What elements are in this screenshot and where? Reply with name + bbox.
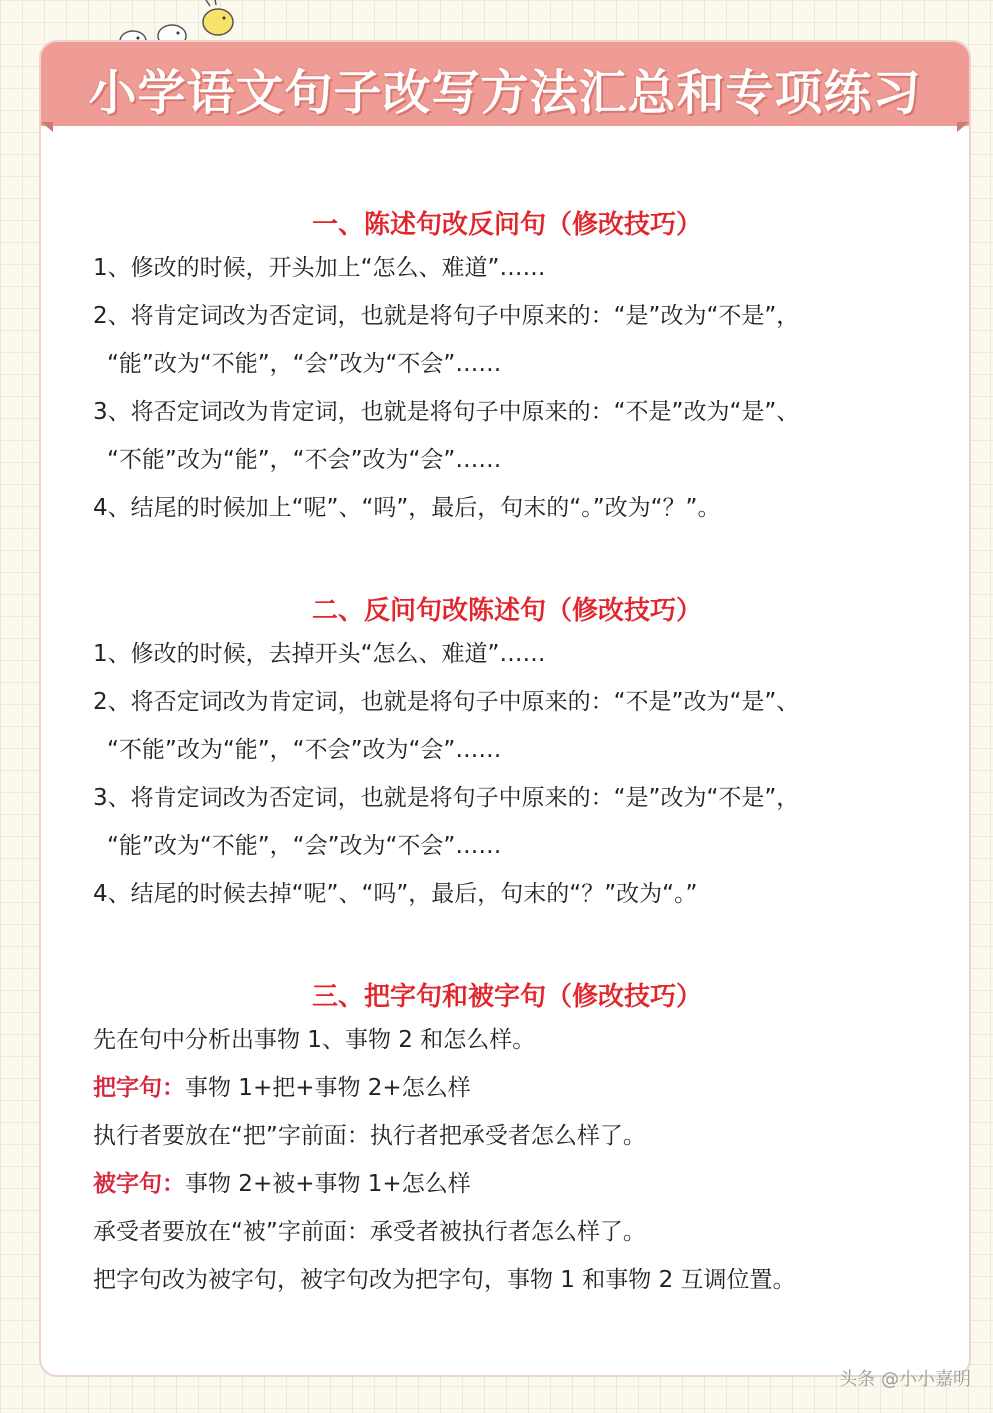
- section3-intro: 先在句中分析出事物 1、事物 2 和怎么样。: [93, 1027, 536, 1053]
- banner-fold-left: [41, 122, 53, 132]
- section1-line: 3、将否定词改为肯定词，也就是将句子中原来的：“不是”改为“是”、: [93, 399, 800, 425]
- section3-conclusion: 把字句改为被字句，被字句改为把字句，事物 1 和事物 2 互调位置。: [93, 1267, 796, 1293]
- section2-line: 4、结尾的时候去掉“呢”、“吗”，最后，句末的“？”改为“。”: [93, 881, 698, 907]
- section1-line: “能”改为“不能”，“会”改为“不会”……: [107, 351, 502, 377]
- content-card: [39, 40, 971, 1377]
- ba-note: 执行者要放在“把”字前面：执行者把承受者怎么样了。: [93, 1123, 646, 1149]
- bei-label: 被字句：: [93, 1171, 185, 1197]
- section2-title: 二、反问句改陈述句（修改技巧）: [311, 596, 702, 626]
- ba-formula: 事物 1+把+事物 2+怎么样: [185, 1075, 471, 1101]
- section2-line: “能”改为“不能”，“会”改为“不会”……: [107, 833, 502, 859]
- banner-fold-right: [957, 122, 969, 132]
- section2-line: “不能”改为“能”，“不会”改为“会”……: [107, 737, 502, 763]
- section1-line: 1、修改的时候，开头加上“怎么、难道”……: [93, 255, 546, 281]
- bei-formula: 事物 2+被+事物 1+怎么样: [185, 1171, 471, 1197]
- section3-title: 三、把字句和被字句（修改技巧）: [311, 982, 702, 1012]
- section1-title: 一、陈述句改反问句（修改技巧）: [311, 210, 702, 240]
- section1-line: 4、结尾的时候加上“呢”、“吗”，最后，句末的“。”改为“？”。: [93, 495, 721, 521]
- bei-formula-line: [93, 1168, 471, 1200]
- watermark: 头条 @小小嘉明: [839, 1369, 971, 1390]
- section2-line: 3、将肯定词改为否定词，也就是将句子中原来的：“是”改为“不是”，: [93, 785, 800, 811]
- section1-line: 2、将肯定词改为否定词，也就是将句子中原来的：“是”改为“不是”，: [93, 303, 800, 329]
- ba-formula-line: [93, 1072, 471, 1104]
- section2-line: 2、将否定词改为肯定词，也就是将句子中原来的：“不是”改为“是”、: [93, 689, 800, 715]
- section1-line: “不能”改为“能”，“不会”改为“会”……: [107, 447, 502, 473]
- bei-note: 承受者要放在“被”字前面：承受者被执行者怎么样了。: [93, 1219, 646, 1245]
- ba-label: 把字句：: [93, 1075, 185, 1101]
- section2-line: 1、修改的时候，去掉开头“怎么、难道”……: [93, 641, 546, 667]
- page-title: 小学语文句子改写方法汇总和专项练习: [88, 65, 922, 121]
